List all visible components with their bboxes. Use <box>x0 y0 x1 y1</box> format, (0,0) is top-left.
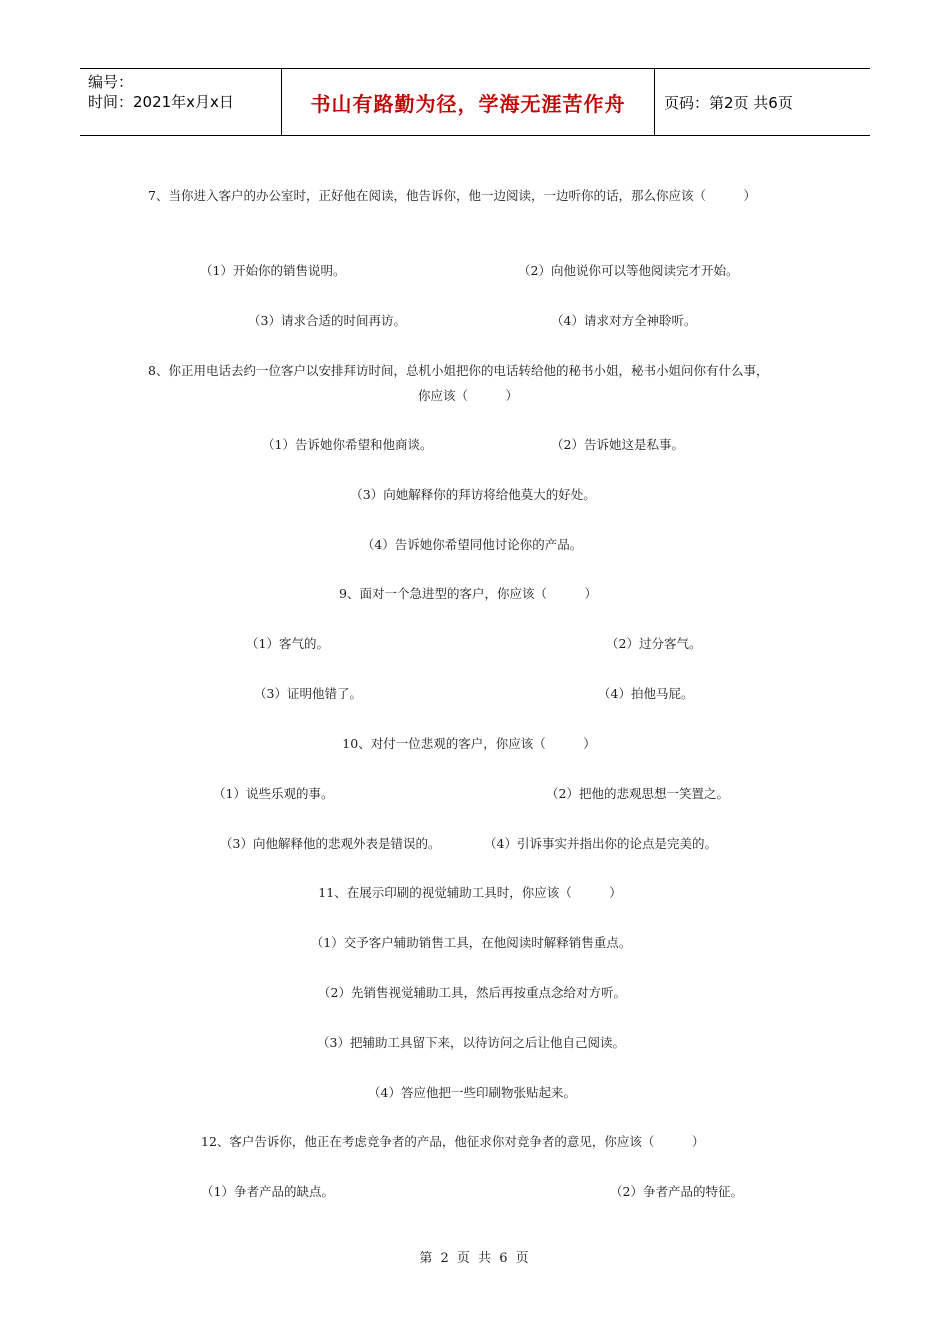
question-10: 10、对付一位悲观的客户，你应该（ ） <box>342 736 596 751</box>
header-page-cell <box>655 69 870 135</box>
q10-option-4: （4）引诉事实并指出你的论点是完美的。 <box>484 836 717 851</box>
question-7: 7、当你进入客户的办公室时，正好他在阅读，他告诉你，他一边阅读，一边听你的话，那么你应该（ ） <box>148 188 756 203</box>
q9-option-4: （4）拍他马屁。 <box>598 686 694 701</box>
q10-option-1: （1）说些乐观的事。 <box>213 786 334 801</box>
page-footer: 第 2 页 共 6 页 <box>419 1251 531 1266</box>
question-12: 12、客户告诉你，他正在考虑竞争者的产品，他征求你对竞争者的意见，你应该（ ） <box>201 1134 705 1149</box>
header-motto-cell <box>282 69 655 135</box>
motto: 书山有路勤为径，学海无涯苦作舟 <box>310 91 626 116</box>
q9-option-1: （1）客气的。 <box>246 636 329 651</box>
q11-option-2: （2）先销售视觉辅助工具，然后再按重点念给对方听。 <box>318 985 626 1000</box>
q9-option-3: （3）证明他错了。 <box>254 686 362 701</box>
q8-option-2: （2）告诉她这是私事。 <box>551 437 684 452</box>
q7-option-3: （3）请求合适的时间再访。 <box>248 313 406 328</box>
question-9: 9、面对一个急进型的客户，你应该（ ） <box>339 586 597 601</box>
q11-option-3: （3）把辅助工具留下来，以待访问之后让他自己阅读。 <box>317 1035 625 1050</box>
q7-option-2: （2）向他说你可以等他阅读完才开始。 <box>518 263 739 278</box>
q8-option-3: （3）向她解释你的拜访将给他莫大的好处。 <box>350 487 596 502</box>
q12-option-2: （2）争者产品的特征。 <box>610 1184 743 1199</box>
question-8-line-1: 8、你正用电话去约一位客户以安排拜访时间，总机小姐把你的电话转给他的秘书小姐，秘书小姐问你有什么事， <box>148 363 769 378</box>
header-meta-cell <box>80 69 282 135</box>
q8-option-1: （1）告诉她你希望和他商谈。 <box>262 437 433 452</box>
number-label: 编号： <box>88 73 134 91</box>
question-11: 11、在展示印刷的视觉辅助工具时，你应该（ ） <box>318 885 622 900</box>
q10-option-3: （3）向他解释他的悲观外表是错误的。 <box>220 836 441 851</box>
page-indicator: 页码：第2页 共6页 <box>664 93 793 112</box>
question-8-line-2: 你应该（ ） <box>418 388 519 403</box>
q11-option-1: （1）交予客户辅助销售工具，在他阅读时解释销售重点。 <box>310 935 632 950</box>
q11-option-4: （4）答应他把一些印刷物张贴起来。 <box>368 1085 576 1100</box>
q7-option-1: （1）开始你的销售说明。 <box>200 263 346 278</box>
date-label: 时间：2021年x月x日 <box>88 93 234 111</box>
q12-option-1: （1）争者产品的缺点。 <box>201 1184 334 1199</box>
document-header <box>80 68 870 136</box>
q8-option-4: （4）告诉她你希望同他讨论你的产品。 <box>361 537 583 552</box>
q9-option-2: （2）过分客气。 <box>606 636 702 651</box>
q10-option-2: （2）把他的悲观思想一笑置之。 <box>546 786 729 801</box>
q7-option-4: （4）请求对方全神聆听。 <box>551 313 697 328</box>
